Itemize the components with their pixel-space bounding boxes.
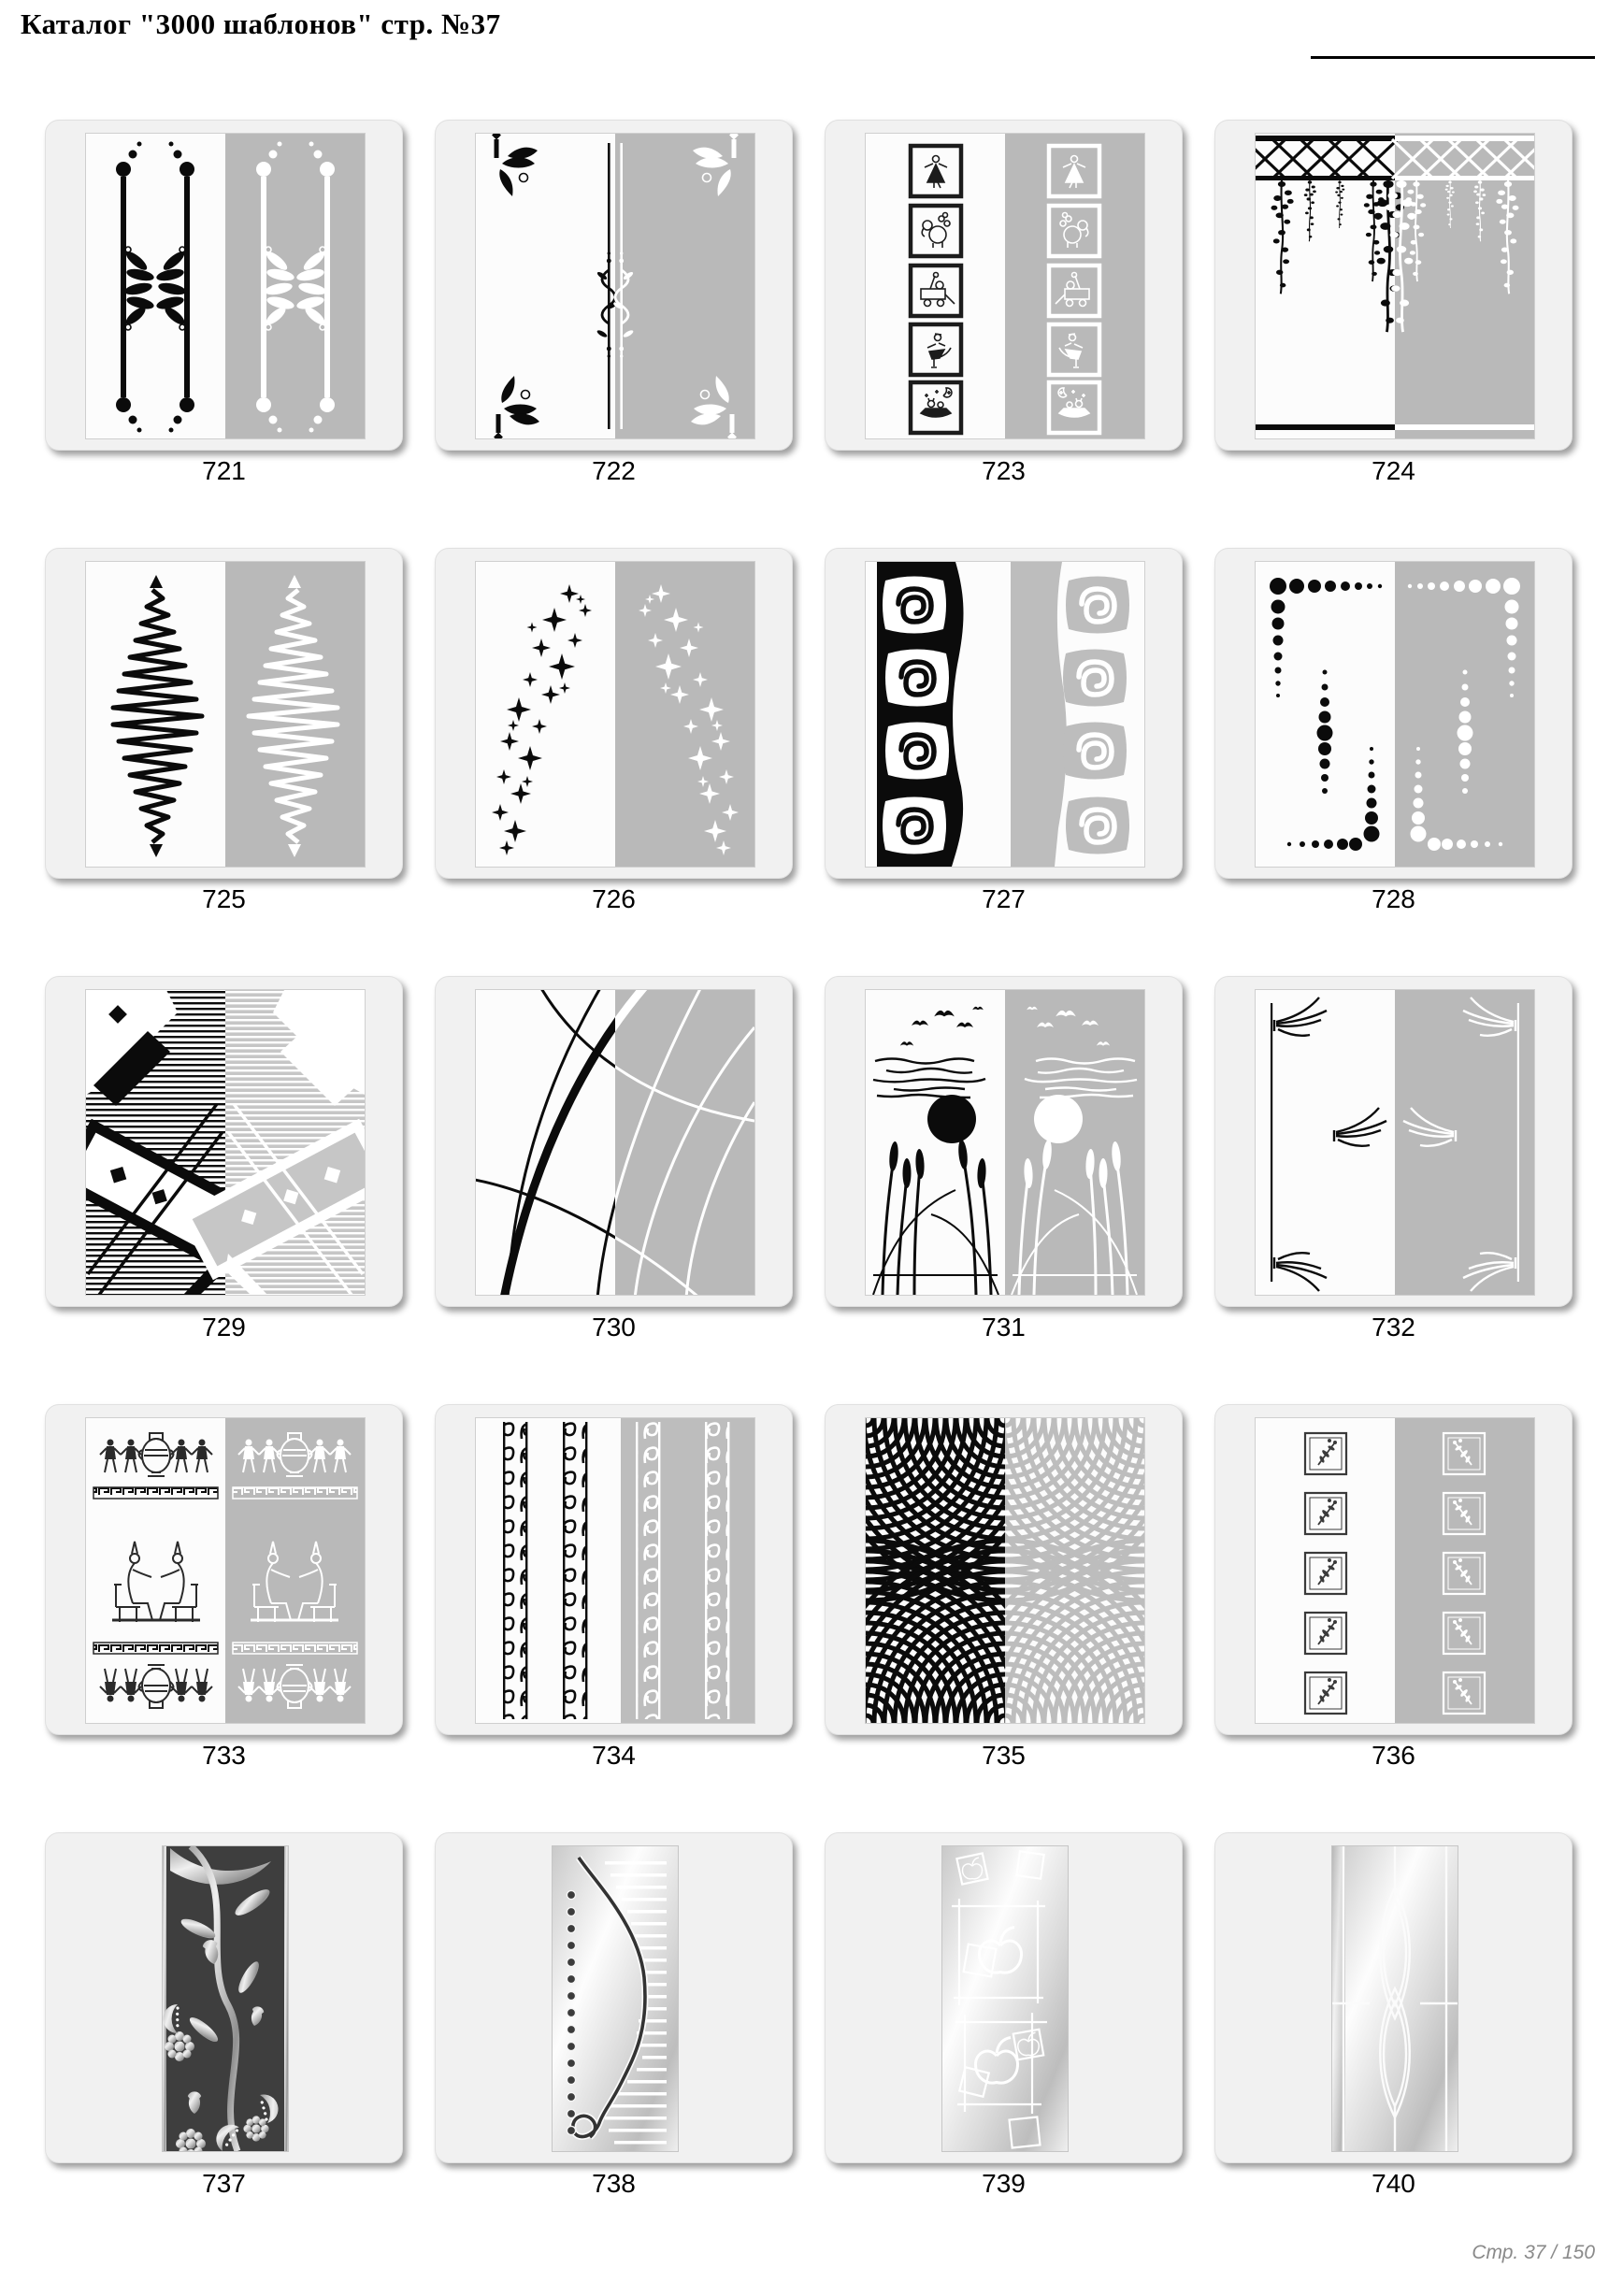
catalog-cell: [825, 1832, 1183, 2260]
template-card-725[interactable]: [45, 548, 403, 879]
template-card-722[interactable]: [435, 120, 793, 451]
template-number: 737: [202, 2169, 246, 2198]
catalog-cell: [435, 120, 793, 548]
template-number: 740: [1372, 2169, 1415, 2198]
template-card-729[interactable]: [45, 976, 403, 1307]
template-card-726[interactable]: [435, 548, 793, 879]
catalog-cell: [45, 1404, 403, 1832]
template-number: 729: [202, 1313, 246, 1342]
template-number: 731: [982, 1313, 1026, 1342]
catalog-cell: [45, 1832, 403, 2260]
template-number: 732: [1372, 1313, 1415, 1342]
catalog-cell: [1214, 120, 1573, 548]
catalog-cell: [1214, 976, 1573, 1404]
catalog-cell: [825, 120, 1183, 548]
template-preview-730: [475, 989, 755, 1296]
template-preview-740: [1331, 1845, 1458, 2152]
template-card-728[interactable]: [1214, 548, 1573, 879]
catalog-cell: [435, 1832, 793, 2260]
catalog-cell: [45, 548, 403, 976]
template-card-721[interactable]: [45, 120, 403, 451]
header-rule: [1311, 56, 1595, 59]
template-number: 721: [202, 456, 246, 485]
template-preview-722: [475, 133, 755, 439]
template-number: 723: [982, 456, 1026, 485]
template-preview-738: [552, 1845, 679, 2152]
template-number: 738: [592, 2169, 636, 2198]
catalog-cell: [825, 548, 1183, 976]
template-grid: [45, 120, 1573, 2260]
template-preview-736: [1255, 1417, 1535, 1724]
template-preview-734: [475, 1417, 755, 1724]
template-card-735[interactable]: [825, 1404, 1183, 1735]
template-number: 739: [982, 2169, 1026, 2198]
template-card-731[interactable]: [825, 976, 1183, 1307]
template-preview-733: [85, 1417, 366, 1724]
template-preview-727: [865, 561, 1145, 868]
page-indicator: Стр. 37 / 150: [1472, 2242, 1595, 2263]
template-preview-737: [162, 1845, 289, 2152]
template-card-724[interactable]: [1214, 120, 1573, 451]
template-preview-739: [941, 1845, 1069, 2152]
template-card-734[interactable]: [435, 1404, 793, 1735]
template-number: 725: [202, 884, 246, 913]
template-card-733[interactable]: [45, 1404, 403, 1735]
catalog-cell: [45, 120, 403, 548]
template-card-730[interactable]: [435, 976, 793, 1307]
template-card-738[interactable]: [435, 1832, 793, 2163]
template-number: 727: [982, 884, 1026, 913]
template-number: 730: [592, 1313, 636, 1342]
template-preview-726: [475, 561, 755, 868]
template-preview-735: [865, 1417, 1145, 1724]
catalog-cell: [1214, 548, 1573, 976]
catalog-cell: [825, 1404, 1183, 1832]
template-preview-721: [85, 133, 366, 439]
page-title: Каталог "3000 шаблонов" стр. №37: [21, 7, 501, 40]
template-preview-728: [1255, 561, 1535, 868]
template-number: 724: [1372, 456, 1415, 485]
template-preview-732: [1255, 989, 1535, 1296]
template-number: 726: [592, 884, 636, 913]
template-preview-725: [85, 561, 366, 868]
template-number: 735: [982, 1741, 1026, 1770]
catalog-cell: [825, 976, 1183, 1404]
template-card-732[interactable]: [1214, 976, 1573, 1307]
template-card-740[interactable]: [1214, 1832, 1573, 2163]
template-card-737[interactable]: [45, 1832, 403, 2163]
template-number: 722: [592, 456, 636, 485]
template-card-727[interactable]: [825, 548, 1183, 879]
template-preview-731: [865, 989, 1145, 1296]
catalog-cell: [45, 976, 403, 1404]
template-card-736[interactable]: [1214, 1404, 1573, 1735]
template-card-723[interactable]: [825, 120, 1183, 451]
template-card-739[interactable]: [825, 1832, 1183, 2163]
catalog-cell: [435, 548, 793, 976]
template-preview-723: [865, 133, 1145, 439]
template-preview-729: [85, 989, 366, 1296]
template-number: 733: [202, 1741, 246, 1770]
catalog-cell: [1214, 1404, 1573, 1832]
template-number: 736: [1372, 1741, 1415, 1770]
catalog-cell: [435, 1404, 793, 1832]
template-preview-724: [1255, 133, 1535, 439]
catalog-cell: [435, 976, 793, 1404]
template-number: 728: [1372, 884, 1415, 913]
template-number: 734: [592, 1741, 636, 1770]
catalog-cell: [1214, 1832, 1573, 2260]
